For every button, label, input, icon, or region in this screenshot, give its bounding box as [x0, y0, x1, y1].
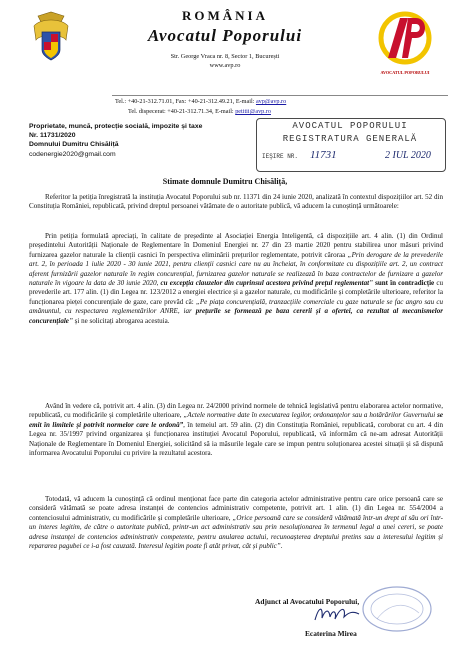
paragraph-2 [29, 232, 443, 326]
emphasized-text: sunt în contradicție [372, 279, 435, 288]
contact-line [128, 108, 271, 115]
paragraph-text: Având în vedere că, potrivit art. 4 alin. (3) din Legea nr. 24/2000 privind normele de tehnică legislativă pentru elaborarea actelor normative, republicată, cu modificările și completările ulterioare, [29, 402, 443, 420]
paragraph-text: cu prevederile art. 177 alin. (1) din Legea nr. 123/2012 a energiei electrice și a gazelor naturale, cu modificările și completările ulterioare, referitor la funcționarea pieței concurențiale de gaze, care prevăd că: [29, 279, 443, 306]
country-heading: ROMÂNIA [182, 8, 268, 23]
paragraph-text: Prin petiția formulată apreciați, în calitate de președinte al Asociației Energia Inteligentă, că dispozițiile art. 4 alin. (1) din Ordinul președintelui Autorității Naționale de Reglementare în Domeniul Energiei nr. 27 din 23 martie 2020 pentru stabilirea unor măsuri privind furnizarea gazelor naturale la clienții casnici în perspectiva eliminării prețurilor reglementate, potrivit căroraa [29, 232, 443, 259]
contact-line [115, 98, 286, 105]
emphasized-text: cu excepția clauzelor din cuprinsul acestora privind prețul reglementat [160, 279, 370, 288]
emphasized-text: se emit în limitele și potrivit normelor care le ordonă” [29, 411, 443, 429]
stamp-subtitle: REGISTRATURA GENERALĂ [282, 134, 418, 144]
contact-phones: Tel.: +40-21-312.71.01, Fax: +40-21-312.49.21, E-mail: [115, 98, 256, 105]
emphasized-text: prețurile se formează pe baza cererii și a ofertei, ca rezultat al mecanismelor concurențiale [29, 307, 443, 325]
quoted-text: „Orice persoană care se consideră vătămată într-un drept al său ori într-un interes legitim, de către o autoritate publică, printr-un act administrativ sau prin nesoluționarea în termenul legal a unei cereri, se poate adresa instanței de contencios administrativ competente, pentru anularea actului, recunoașterea dreptului pretins sau a interesului legitim și repararea pagubei ce i-a fost cauzată. Interesul legitim poate fi atât privat, cât și public” [29, 513, 443, 551]
avocatul-poporului-logo-icon [378, 10, 432, 68]
logo-caption: AVOCATUL POPORULUI [380, 70, 430, 75]
stamp-exit-label: IEŞIRE NR. [262, 153, 299, 160]
header-divider [112, 95, 448, 96]
paragraph-4 [29, 495, 443, 551]
quote-close: ” [369, 279, 373, 288]
recipient-email: codenergie2020@gmail.com [29, 151, 116, 158]
recipient-name: Domnului Dumitru Chisăliță [29, 141, 119, 148]
contact-dispatcher: Tel. dispecerat: +40-21-312.71.34, E-mail: [128, 108, 236, 115]
petitions-email-link[interactable]: petitii@avp.ro [235, 108, 271, 115]
registration-number: Nr. 11731/2020 [29, 132, 76, 139]
stamp-date: 2 IUL 2020 [385, 150, 431, 161]
stamp-number: 11731 [310, 149, 337, 161]
stamp-title: AVOCATUL POPORULUI [292, 121, 408, 131]
paragraph-text: Totodată, vă aducem la cunoștință că ordinul menționat face parte din categoria actelor administrative pentru care orice persoană care se consideră vătămată se poate adresa instanței de contencios administrativ competente, potrivit art. 1 alin. (1) din Legea nr. 554/2004 a contenciosului administrativ, cu modificările și completările ulterioare, [29, 495, 443, 522]
quote-close: ” [68, 316, 73, 325]
official-seal-icon [355, 583, 435, 633]
website-line: www.avp.ro [209, 62, 241, 69]
quoted-text: „Pe piața concurențială, tranzacțiile comerciale cu gaze naturale se fac angro sau cu amănuntul, cu respectarea reglementărilor ANRE, iar [29, 297, 444, 316]
signatory-name: Ecaterina Mirea [305, 629, 357, 638]
address-line: Str. George Vraca nr. 8, Sector 1, București [170, 53, 280, 60]
department-line: Proprietate, muncă, protecție socială, impozite și taxe [29, 123, 203, 130]
paragraph-3 [29, 402, 443, 458]
salutation: Stimate domnule Dumitru Chisăliță, [162, 177, 288, 186]
email-link[interactable]: avp@avp.ro [255, 98, 287, 105]
paragraph-text: , în temeiul art. 59 alin. (2) din Constituția României, republicată, coroborat cu art. 4 din Legea nr. 35/1997 privind organizarea și funcționarea instituției Avocatul Poporului, republicată, vă informăm că ne-am adresat Autorității Naționale de Reglementare în Domeniul Energiei, solicitând să ia măsurile legale care se impun pentru soluționarea acestei situații și să dispună informarea Avocatului Poporului cu privire la rezultatul acestora. [29, 420, 444, 458]
quoted-text: „Prin derogare de la prevederile art. 2, în perioada 1 iulie 2020 - 30 iunie 2021, pentru clienții casnici care nu au încheiat, în conformitate cu dispozițiile art. 2, un contract aferent furnizării gazelor naturale în regim concurențial, furnizarea gazelor naturale se realizează în baza contractelor de furnizare a gazelor naturale în vigoare la data de 30 iunie 2020, [29, 250, 443, 288]
signatory-title: Adjunct al Avocatului Poporului, [255, 597, 360, 606]
paragraph-text: . [280, 542, 283, 551]
quoted-text: „Actele normative date în executarea legilor, ordonanțelor sau a hotărârilor Guvernului [183, 411, 438, 420]
paragraph-text: Referitor la petiția înregistrată la instituția Avocatul Poporului sub nr. 11371 din 24 iunie 2020, analizată în contextul dispozițiilor art. 52 din Constituția României, republicată, privind dreptul persoanei vătămate de o autoritate publică, vă aducem la cunoștință următoarele: [29, 193, 443, 211]
paragraph-1 [29, 193, 443, 212]
institution-name: Avocatul Poporului [147, 26, 303, 45]
paragraph-text: și ne solicitați abrogarea acestuia. [72, 316, 170, 325]
